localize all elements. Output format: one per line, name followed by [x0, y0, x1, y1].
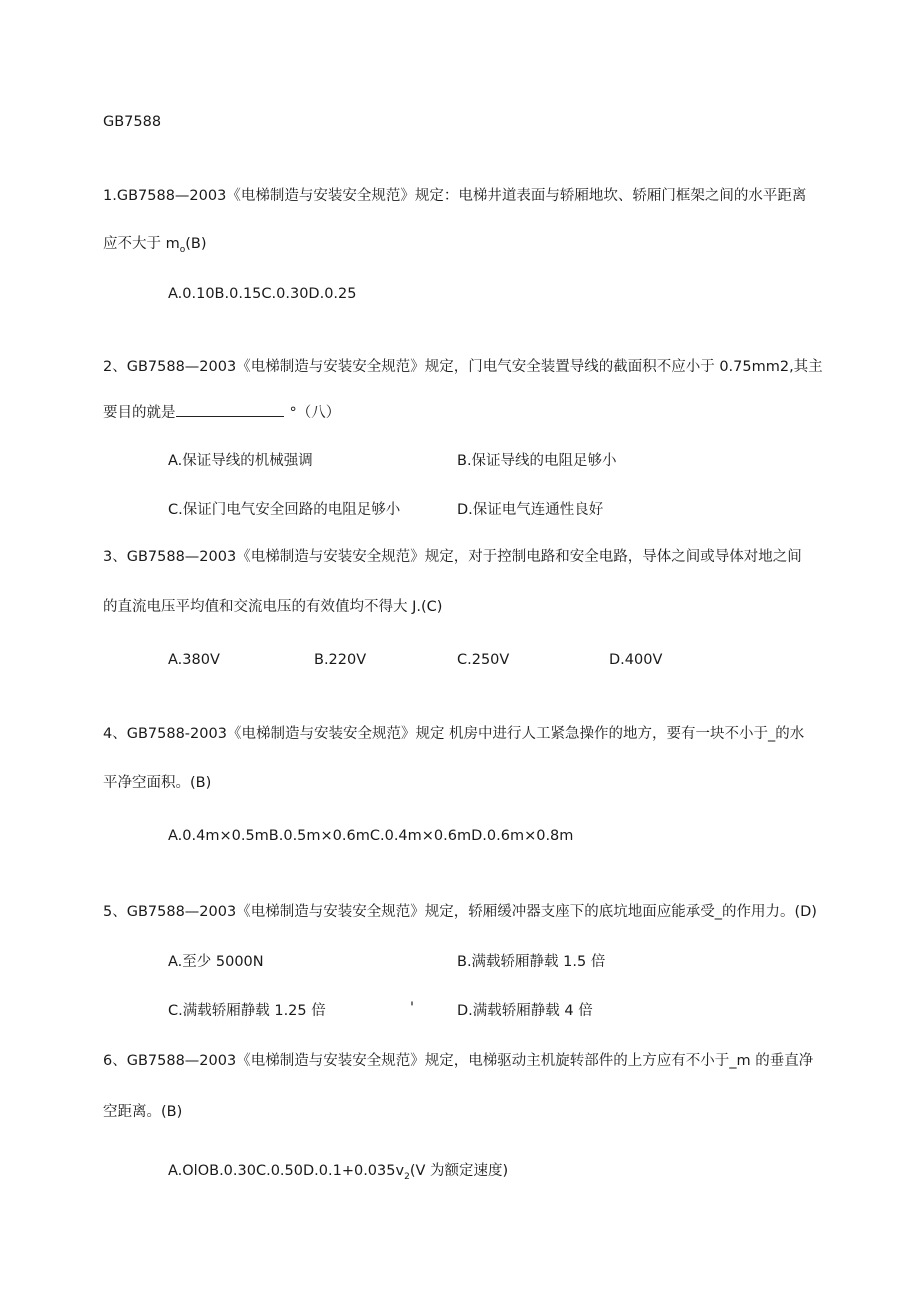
question-1-options: A.0.10B.0.15C.0.30D.0.25: [168, 286, 357, 302]
question-5-line-1: 5、GB7588—2003《电梯制造与安装安全规范》规定，轿厢缓冲器支座下的底坑地面应能承受_的作用力。(D): [103, 904, 817, 920]
question-5-option-c: C.满载轿厢静载 1.25 倍: [168, 1003, 326, 1019]
question-6-options: $A.OlOB.0.30C.0.50D.0.1+0.035v_2(V$ 为额定速度): [168, 1163, 509, 1182]
document-title: GB7588: [103, 114, 162, 130]
question-5-option-b: B.满载轿厢静载 1.5 倍: [457, 954, 606, 970]
question-4-line-2: 平净空面积。(B): [103, 775, 212, 791]
question-4-options: A.0.4m×0.5mB.0.5m×0.6mC.0.4m×0.6mD.0.6m×0.8m: [168, 828, 574, 844]
question-6-line-1: 6、GB7588—2003《电梯制造与安装安全规范》规定，电梯驱动主机旋转部件的上方应有不小于_m 的垂直净: [103, 1053, 814, 1069]
question-3-line-2: 的直流电压平均值和交流电压的有效值均不得大 J.(C): [103, 599, 443, 615]
question-6-line-2: 空距离。(B): [103, 1104, 183, 1120]
answer-blank: [176, 402, 284, 417]
question-2-option-a: A.保证导线的机械强调: [168, 453, 313, 469]
question-3-option-a: A.380V: [168, 652, 220, 668]
question-5-option-a: A.至少 5000N: [168, 954, 264, 970]
question-2-option-d: D.保证电气连通性良好: [457, 502, 604, 518]
question-1-line-2: 应不大于 $m_o(B)$: [103, 236, 207, 255]
question-2-option-b: B.保证导线的电阻足够小: [457, 453, 617, 469]
question-5-option-d: D.满载轿厢静载 4 倍: [457, 1003, 593, 1019]
question-3-option-d: D.400V: [609, 652, 663, 668]
question-2-line-2: 要目的就是 °（八）: [103, 402, 340, 423]
question-1-line-1: 1.GB7588—2003《电梯制造与安装安全规范》规定：电梯井道表面与轿厢地坎、轿厢门框架之间的水平距离: [103, 188, 807, 204]
question-3-option-b: B.220V: [314, 652, 367, 668]
question-2-option-c: C.保证门电气安全回路的电阻足够小: [168, 502, 401, 518]
stray-mark: ': [410, 1000, 414, 1016]
question-2-line-1: 2、GB7588—2003《电梯制造与安装安全规范》规定，门电气安全装置导线的截面积不应小于 0.75mm2,其主: [103, 359, 823, 375]
question-3-option-c: C.250V: [457, 652, 510, 668]
question-4-line-1: 4、GB7588-2003《电梯制造与安装安全规范》规定 机房中进行人工紧急操作的地方，要有一块不小于_的水: [103, 726, 805, 742]
question-3-line-1: 3、GB7588—2003《电梯制造与安装安全规范》规定，对于控制电路和安全电路，导体之间或导体对地之间: [103, 549, 802, 565]
